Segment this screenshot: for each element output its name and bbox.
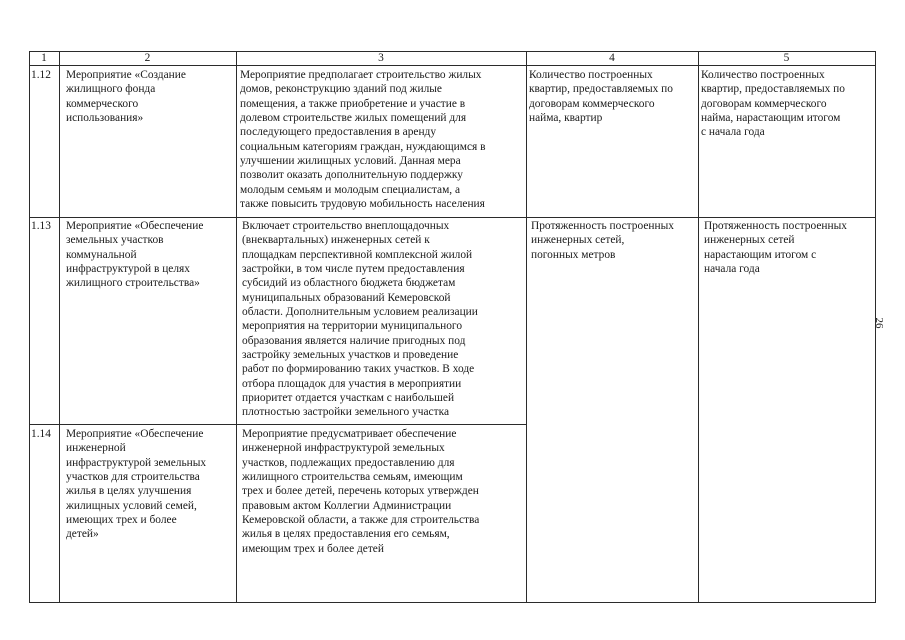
calculation-method	[701, 68, 845, 140]
text-line: позволит оказать дополнительную поддержку	[240, 169, 463, 182]
text-line: найма, нарастающим итогом	[701, 112, 841, 125]
text-line: жилищного строительства»	[66, 277, 200, 290]
text-line: земельных участков	[66, 234, 164, 247]
text-line: найма, квартир	[529, 112, 603, 125]
text-line: детей»	[66, 528, 99, 541]
text-line: молодым семьям и молодым специалистам, а	[240, 183, 461, 196]
text-line: муниципальных образований Кемеровской	[242, 291, 451, 304]
row-1-12-border	[29, 217, 875, 218]
text-line: площадкам перспективной комплексной жилой	[242, 248, 473, 261]
text-line: долевом строительстве жилых помещений для	[240, 112, 467, 125]
text-line: помещения, а также приобретение и участие в	[240, 97, 466, 110]
text-line: социальным категориям граждан, нуждающимся в	[240, 140, 486, 153]
text-line: жилья в целях предоставления его семьям,	[242, 528, 450, 541]
measure-description	[240, 68, 486, 211]
measure-name	[66, 68, 186, 125]
text-line: работ по формированию таких участков. В ходе	[242, 363, 475, 376]
text-line: участков для строительства	[66, 471, 200, 484]
text-line: инфраструктурой в целях	[66, 263, 190, 276]
page-number: 26	[873, 317, 885, 329]
text-line: нарастающим итогом с	[704, 248, 817, 261]
text-line: Количество построенных	[701, 69, 825, 81]
table-bottom-border	[29, 602, 875, 603]
text-line: Мероприятие предусматривает обеспечение	[242, 428, 457, 440]
text-line: жилья в целях улучшения	[66, 485, 192, 498]
text-line: области. Дополнительным условием реализации	[242, 306, 478, 319]
text-line: Количество построенных	[529, 69, 653, 81]
column-divider-1	[59, 51, 60, 603]
header-row-border	[29, 65, 875, 66]
text-line: приоритет отдается участкам с наибольшей	[242, 392, 455, 405]
text-line: жилищного фонда	[66, 83, 156, 96]
column-divider-4	[698, 51, 699, 603]
text-line: последующего предоставления в аренду	[240, 126, 437, 139]
text-line: инженерной инфраструктурой земельных	[242, 442, 445, 455]
row-number-text: 1.14	[31, 428, 51, 440]
text-line: Мероприятие «Обеспечение	[66, 220, 204, 232]
row-number-text: 1.12	[31, 69, 51, 81]
measure-name	[66, 219, 203, 291]
text-line: имеющих трех и более	[66, 514, 177, 527]
text-line: с начала года	[701, 126, 765, 139]
measure-name	[66, 427, 206, 542]
text-line: договорам коммерческого	[529, 97, 655, 110]
text-line: жилищного строительства семьям, имеющим	[242, 471, 463, 484]
text-line: мероприятия на территории муниципального	[242, 320, 463, 333]
text-line: участков, подлежащих предоставлению для	[242, 456, 455, 469]
text-line: инженерных сетей	[704, 234, 795, 247]
text-line: использования»	[66, 112, 144, 125]
table-left-border	[29, 51, 30, 603]
text-line: плотностью застройки земельного участка	[242, 406, 450, 419]
text-line: жилищных условий семей,	[66, 499, 197, 512]
text-line: правовым актом Коллегии Администрации	[242, 499, 452, 512]
header-col-5: 5	[783, 52, 790, 64]
indicator-name	[531, 219, 674, 262]
text-line: начала года	[704, 263, 760, 276]
column-divider-2	[236, 51, 237, 603]
header-col-4: 4	[609, 52, 615, 64]
text-line: инфраструктурой земельных	[66, 456, 207, 469]
text-line: имеющим трех и более детей	[242, 542, 384, 555]
header-col-1: 1	[41, 52, 47, 64]
text-line: Протяженность построенных	[704, 220, 847, 232]
text-line: инженерной	[66, 442, 126, 455]
text-line: инженерных сетей,	[531, 234, 625, 247]
text-line: погонных метров	[531, 248, 616, 261]
text-line: также повысить трудовую мобильность населения	[240, 198, 485, 211]
text-line: Мероприятие предполагает строительство жилых	[240, 69, 482, 81]
text-line: Протяженность построенных	[531, 220, 674, 232]
text-line: Кемеровской области, а также для строительства	[242, 514, 480, 527]
text-line: образования является наличие пригодных под	[242, 334, 466, 347]
text-line: домов, реконструкцию зданий под жилые	[240, 83, 442, 96]
text-line: договорам коммерческого	[701, 97, 827, 110]
text-line: Мероприятие «Обеспечение	[66, 428, 204, 440]
text-line: Включает строительство внеплощадочных	[242, 220, 450, 232]
text-line: коммерческого	[66, 97, 139, 110]
row-number-text: 1.13	[31, 220, 51, 232]
row-1-13-border	[29, 424, 526, 425]
measure-description	[242, 427, 479, 556]
measure-description	[242, 219, 478, 420]
row-number	[31, 68, 51, 82]
column-divider-3	[526, 51, 527, 603]
text-line: трех и более детей, перечень которых утвержден	[242, 485, 479, 498]
text-line: улучшении жилищных условий. Данная мера	[240, 155, 461, 168]
text-line: коммунальной	[66, 248, 137, 261]
text-line: субсидий из областного бюджета бюджетам	[242, 277, 456, 290]
header-col-3: 3	[378, 52, 384, 64]
row-number	[31, 219, 51, 233]
row-number	[31, 427, 51, 441]
text-line: квартир, предоставляемых по	[701, 83, 845, 96]
header-col-2: 2	[144, 52, 151, 64]
calculation-method	[704, 219, 847, 276]
indicator-name	[529, 68, 673, 125]
text-line: Мероприятие «Создание	[66, 69, 186, 81]
text-line: застройку земельных участков и проведение	[242, 349, 459, 362]
text-line: (внеквартальных) инженерных сетей к	[242, 234, 430, 247]
text-line: отбора площадок для участия в мероприятии	[242, 377, 462, 390]
text-line: застройки, в том числе путем предоставления	[242, 263, 465, 276]
text-line: квартир, предоставляемых по	[529, 83, 673, 96]
